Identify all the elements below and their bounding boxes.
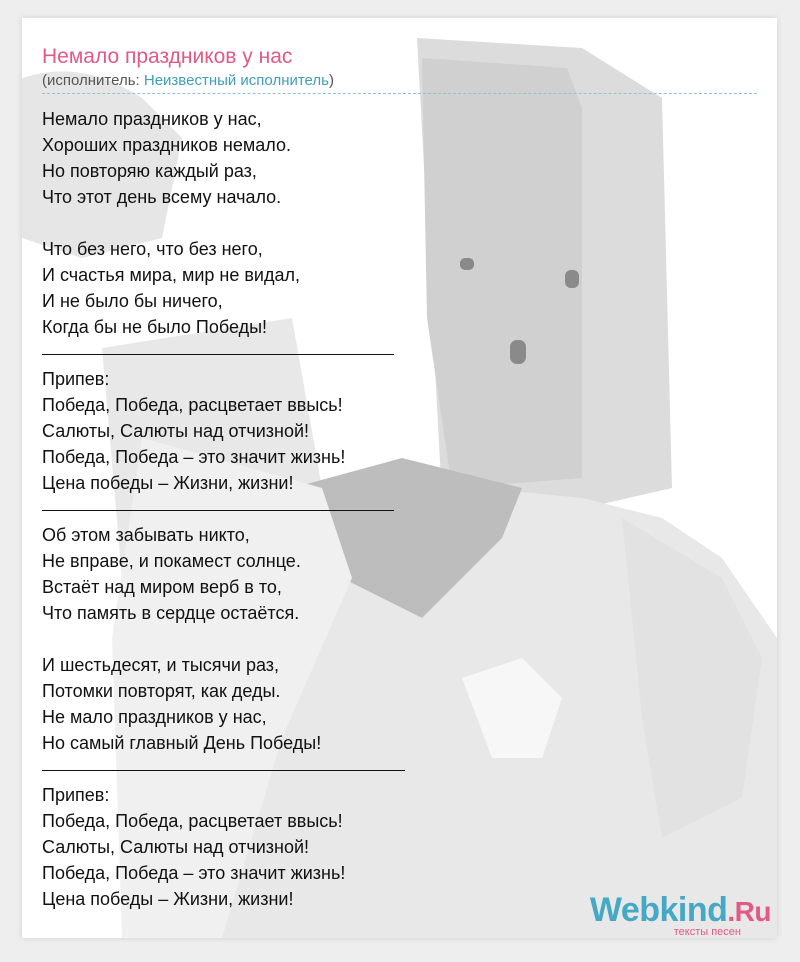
lyric-line: Не вправе, и покамест солнце.	[42, 551, 301, 571]
webkind-logo[interactable]	[590, 892, 771, 938]
stanza-gap	[42, 626, 757, 652]
lyric-line: Встаёт над миром верб в то,	[42, 577, 282, 597]
lyric-line: И шестьдесят, и тысячи раз,	[42, 655, 280, 675]
lyric-line: Об этом забывать никто,	[42, 525, 250, 545]
lyric-line: Победа, Победа – это значит жизнь!	[42, 447, 346, 467]
artist-link[interactable]: Неизвестный исполнитель	[143, 72, 329, 89]
artist-prefix: (исполнитель:	[42, 72, 144, 89]
logo-wordmark	[590, 892, 771, 930]
lyric-line: Победа, Победа, расцветает ввысь!	[42, 811, 343, 831]
chorus-label: Припев:	[42, 369, 110, 389]
separator-line	[42, 756, 757, 782]
artist-suffix: )	[328, 72, 334, 89]
lyric-line: Но повторяю каждый раз,	[42, 161, 257, 181]
logo-tagline: тексты песен	[673, 926, 741, 938]
lyric-line: Хороших праздников немало.	[42, 135, 291, 155]
lyric-line: Цена победы – Жизни, жизни!	[42, 473, 294, 493]
lyric-line: Цена победы – Жизни, жизни!	[42, 889, 294, 909]
lyric-line: Салюты, Салюты над отчизной!	[42, 837, 310, 857]
separator-line	[42, 496, 757, 522]
separator-line	[42, 340, 757, 366]
lyric-line: Немало праздников у нас,	[42, 109, 262, 129]
lyrics-card	[22, 18, 777, 938]
lyric-line: И счастья мира, мир не видал,	[42, 265, 300, 285]
artist-line	[42, 70, 757, 94]
lyric-line: Победа, Победа – это значит жизнь!	[42, 863, 346, 883]
lyric-line: Что без него, что без него,	[42, 239, 263, 259]
chorus-label: Припев:	[42, 785, 110, 805]
logo-web: Webkind	[589, 891, 728, 929]
logo-ru: .Ru	[727, 896, 771, 927]
lyric-line: Но самый главный День Победы!	[42, 733, 322, 753]
song-content	[42, 44, 757, 912]
stanza-gap	[42, 210, 757, 236]
lyric-line: И не было бы ничего,	[42, 291, 223, 311]
lyric-line: Когда бы не было Победы!	[42, 317, 268, 337]
lyrics-text	[42, 106, 757, 912]
lyric-line: Не мало праздников у нас,	[42, 707, 267, 727]
lyric-line: Что этот день всему начало.	[42, 187, 282, 207]
lyric-line: Салюты, Салюты над отчизной!	[42, 421, 310, 441]
lyric-line: Потомки повторят, как деды.	[42, 681, 281, 701]
lyric-line: Победа, Победа, расцветает ввысь!	[42, 395, 343, 415]
song-title: Немало праздников у нас	[42, 45, 293, 68]
lyric-line: Что память в сердце остаётся.	[42, 603, 300, 623]
